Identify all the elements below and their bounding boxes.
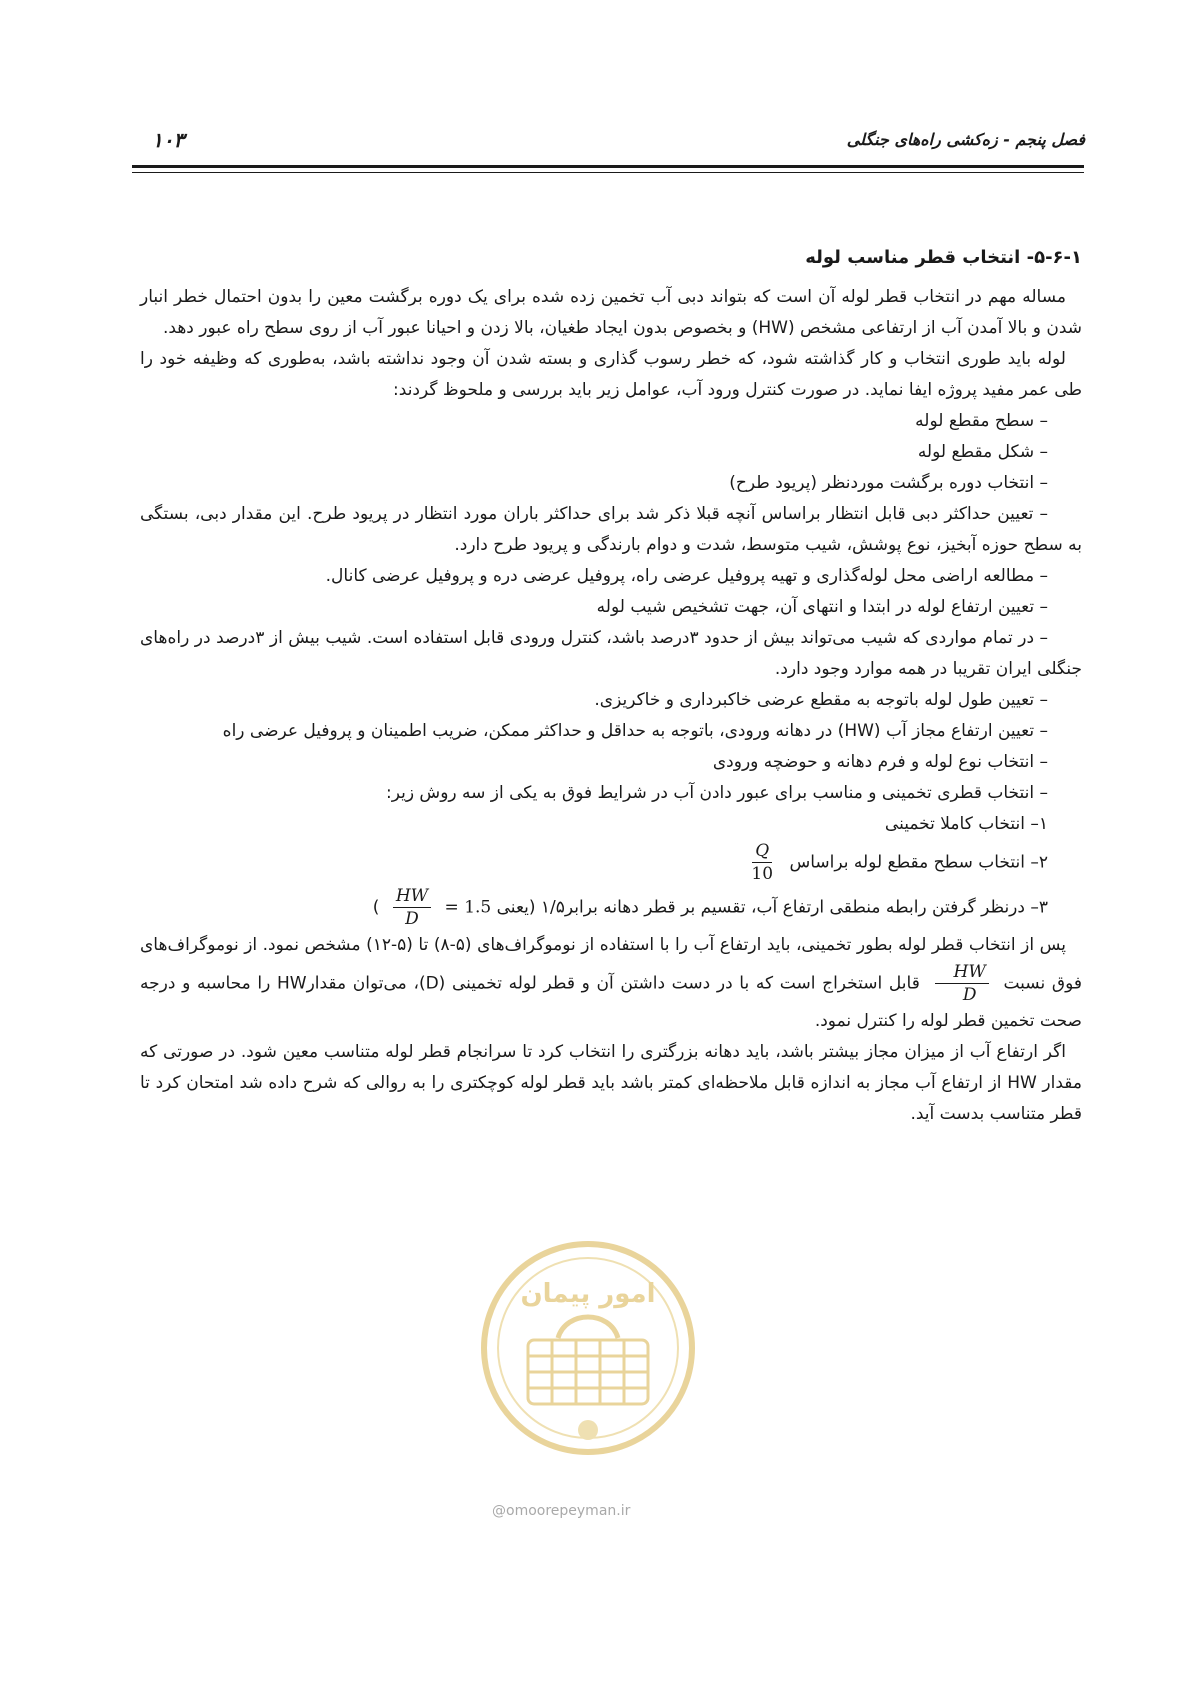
list-item: – تعیین طول لوله باتوجه به مقطع عرضی خاکبرداری و خاکریزی. [594,690,1048,710]
page-body [140,244,1082,1130]
list-item: – تعیین ارتفاع لوله در ابتدا و انتهای آن، جهت تشخیص شیب لوله [596,597,1048,617]
list-item: – تعیین حداکثر دبی قابل انتظار براساس آنچه قبلا ذکر شد برای حداکثر باران مورد انتظار در پریود طرح. این مقدار دبی، بستگی به سطح حوزه آبخیز، نوع پوشش، شیب متوسط، شدت و دوام بارندگی و پریود طرح دارد. [140,504,1082,555]
fraction-hw-over-d [393,885,431,930]
fraction-hw-over-d [935,961,989,1006]
list-item: – انتخاب نوع لوله و فرم دهانه و حوضچه ورودی [712,752,1048,772]
paragraph-3-part-b: قابل استخراج است که با در دست داشتن آن و قطر لوله تخمینی (D)، می‌توان مقدارHW را محاسبه و درجه صحت تخمین قطر لوله را کنترل نمود. [140,973,1082,1031]
paragraph-1: مساله مهم در انتخاب قطر لوله آن است که بتواند دبی آب تخمین زده شده برای یک دوره برگشت معین را بدون احتمال خطر انبار شدن و بالا آمدن آب از ارتفاعی مشخص (HW) و بخصوص بدون ایجاد طغیان، بالا زدن و احیانا عبور آب از روی سطح راه عبور دهد. [140,287,1082,338]
fraction-denominator: 10 [751,864,774,884]
method-2-text: ۲– انتخاب سطح مقطع لوله براساس [789,852,1048,873]
watermark-text: @omoorepeyman.ir [492,1503,631,1519]
list-item: – سطح مقطع لوله [915,411,1048,431]
list-item: – تعیین ارتفاع مجاز آب (HW) در دهانه ورودی، باتوجه به حداقل و حداکثر ممکن، ضریب اطمینان و پروفیل عرضی راه [222,721,1048,741]
paragraph-2: لوله باید طوری انتخاب و کار گذاشته شود، که خطر رسوب گذاری و بسته شدن آن وجود نداشته باشد، به‌طوری که وظیفه خود را طی عمر مفید پروژه ایفا نماید. در صورت کنترل ورود آب، عوامل زیر باید بررسی و ملحوظ گردند: [140,349,1082,400]
section-title: ۵-۶-۱- انتخاب قطر مناسب لوله [805,247,1082,268]
watermark-logo-text: امور پیمان [520,1279,656,1309]
method-3 [140,885,1082,930]
paragraph-4: اگر ارتفاع آب از میزان مجاز بیشتر باشد، باید دهانه بزرگتری را انتخاب کرد تا سرانجام قطر لوله متناسب معین شود. در صورتی که مقدار HW از ارتفاع آب مجاز به اندازه قابل ملاحظه‌ای کمتر باشد باید قطر لوله کوچکتری را به روالی که شرح داده شد امتحان کرد تا قطر متناسب بدست آید. [140,1042,1082,1124]
method-3-close: ) [372,897,380,918]
fraction-numerator: HW [393,885,431,908]
fraction-denominator: D [962,985,977,1005]
list-item: – انتخاب دوره برگشت موردنظر (پریود طرح) [729,473,1048,493]
fraction-q-over-10 [748,840,776,885]
list-item: – مطالعه اراضی محل لوله‌گذاری و تهیه پروفیل عرضی راه، پروفیل عرضی دره و پروفیل عرضی کانال. [325,566,1048,586]
header-rule-thick [132,165,1084,168]
list-item: – انتخاب قطری تخمینی و مناسب برای عبور دادن آب در شرایط فوق به یکی از سه روش زیر: [385,783,1048,803]
watermark-logo [466,1230,710,1480]
method-1: ۱– انتخاب کاملا تخمینی [884,814,1048,834]
fraction-denominator: D [405,909,419,929]
equation-equals: = 1.5 [444,897,492,918]
method-2 [140,840,1082,885]
list-item: – شکل مقطع لوله [917,442,1048,462]
page-number: ۱۰۳ [152,128,185,152]
chapter-header: فصل پنجم - زه‌کشی راه‌های جنگلی [846,130,1085,149]
method-3-text: ۳– درنظر گرفتن رابطه منطقی ارتفاع آب، تقسیم بر قطر دهانه برابر۱/۵ (یعنی [496,897,1048,918]
header-rule-thin [132,172,1084,173]
fraction-numerator: HW [935,961,989,984]
paragraph-3 [140,930,1082,1037]
paragraph-3-part-a: پس از انتخاب قطر لوله بطور تخمینی، باید ارتفاع آب را با استفاده از نوموگراف‌های (۵-۸) تا (۵-۱۲) مشخص نمود. از نوموگراف‌های فوق نسبت [140,935,1082,994]
list-item: – در تمام مواردی که شیب می‌تواند بیش از حدود ۳درصد باشد، کنترل ورودی قابل استفاده است. شیب بیش از ۳درصد در راه‌های جنگلی ایران تقریبا در همه موارد وجود دارد. [140,628,1082,679]
fraction-numerator: Q [752,840,772,863]
